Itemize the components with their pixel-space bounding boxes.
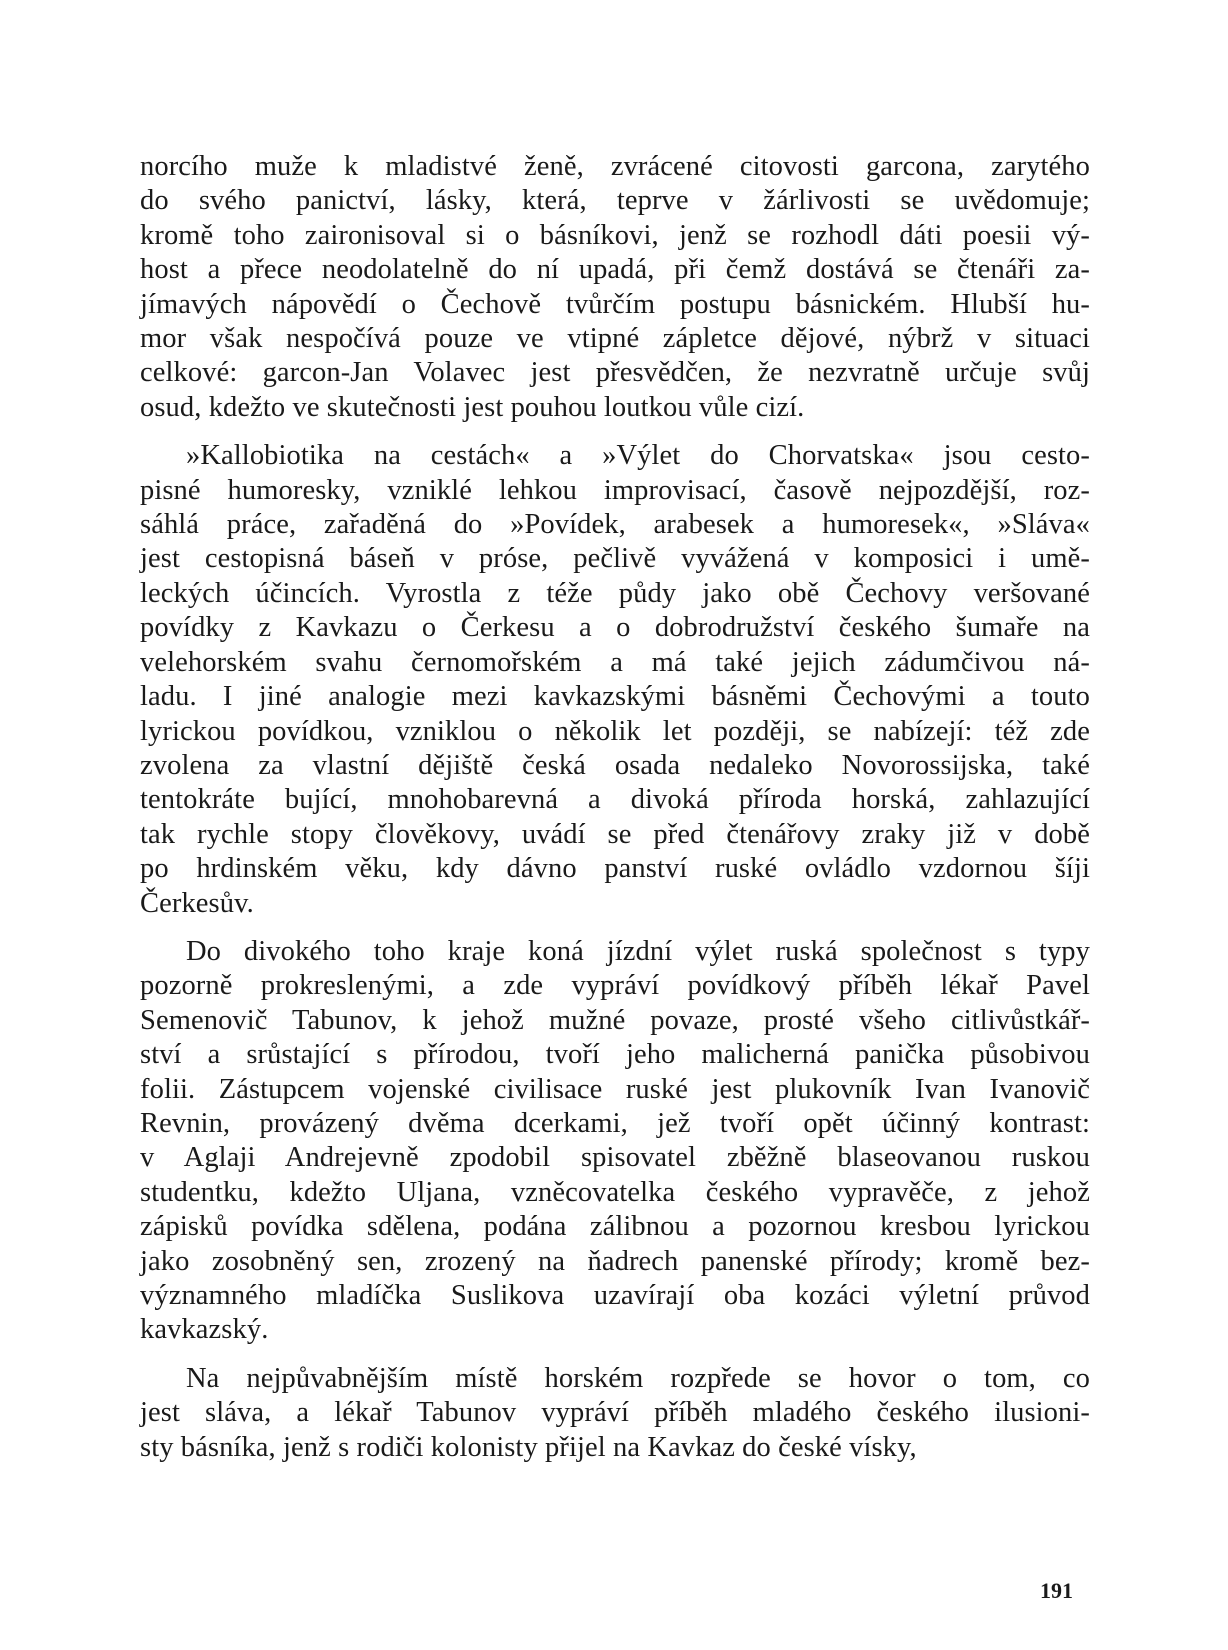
- text-line: pozorně prokreslenými, a zde vypráví povídkový příběh lékař Pavel: [140, 970, 1090, 1002]
- text-line: jako zosobněný sen, zrozený na ňadrech panenské přírody; kromě bez-: [140, 1245, 1090, 1277]
- text-line: kromě toho zaironisoval si o básníkovi, jenž se rozhodl dáti poesii vý-: [140, 219, 1090, 251]
- text-line: kavkazský.: [140, 1314, 269, 1346]
- text-line: norcího muže k mladistvé ženě, zvrácené citovosti garcona, zarytého: [140, 151, 1090, 182]
- text-line: do svého panictví, lásky, která, teprve v žárlivosti se uvědomuje;: [140, 185, 1090, 217]
- text-line: sáhlá práce, zařaděná do »Povídek, arabesek a humoresek«, »Sláva«: [140, 509, 1090, 541]
- text-line: zápisků povídka sdělena, podána zálibnou a pozornou kresbou lyrickou: [140, 1211, 1090, 1243]
- text-line: jest sláva, a lékař Tabunov vypráví příběh mladého českého ilusioni-: [140, 1397, 1090, 1429]
- page-number: 191: [1040, 1578, 1073, 1603]
- text-line: velehorském svahu černomořském a má také jejich zádumčivou ná-: [140, 646, 1090, 678]
- text-line: povídky z Kavkazu o Čerkesu a o dobrodružství českého šumaře na: [140, 612, 1090, 644]
- paragraph: [140, 1362, 1090, 1465]
- text-line: leckých účincích. Vyrostla z téže půdy jako obě Čechovy veršované: [140, 577, 1090, 609]
- text-line: folii. Zástupcem vojenské civilisace ruské jest plukovník Ivan Ivanovič: [140, 1073, 1090, 1105]
- text-line: »Kallobiotika na cestách« a »Výlet do Chorvatska« jsou cesto-: [186, 440, 1090, 472]
- text-line: Do divokého toho kraje koná jízdní výlet ruská společnost s typy: [186, 935, 1090, 967]
- text-line: lyrickou povídkou, vzniklou o několik let později, se nabízejí: též zde: [140, 715, 1090, 747]
- paragraph: [140, 150, 1090, 425]
- text-line: tentokráte bující, mnohobarevná a divoká příroda horská, zahlazující: [140, 784, 1090, 816]
- text-line: v Aglaji Andrejevně zpodobil spisovatel zběžně blaseovanou ruskou: [140, 1142, 1090, 1174]
- text-line: host a přece neodolatelně do ní upadá, při čemž dostává se čtenáři za-: [140, 254, 1090, 286]
- text-line: Revnin, provázený dvěma dcerkami, jež tvoří opět účinný kontrast:: [140, 1107, 1090, 1139]
- text-line: sty básníka, jenž s rodiči kolonisty přijel na Kavkaz do české vísky,: [140, 1431, 917, 1463]
- text-line: po hrdinském věku, kdy dávno panství ruské ovládlo vzdornou šíji: [140, 853, 1090, 885]
- text-line: studentku, kdežto Uljana, vzněcovatelka českého vypravěče, z jehož: [140, 1176, 1090, 1208]
- body-text: [140, 150, 1090, 1465]
- text-line: ství a srůstající s přírodou, tvoří jeho malicherná panička působivou: [140, 1039, 1090, 1071]
- text-line: významného mladíčka Suslikova uzavírají oba kozáci výletní průvod: [140, 1280, 1090, 1311]
- text-line: jest cestopisná báseň v próse, pečlivě vyvážená v komposici i umě-: [140, 543, 1090, 575]
- text-line: Na nejpůvabnějším místě horském rozpřede se hovor o tom, co: [186, 1362, 1090, 1394]
- text-line: Čerkesův.: [140, 887, 254, 919]
- text-line: pisné humoresky, vzniklé lehkou improvisací, časově nejpozdější, roz-: [140, 474, 1090, 506]
- text-line: ladu. I jiné analogie mezi kavkazskými básněmi Čechovými a touto: [140, 681, 1090, 713]
- text-line: mor však nespočívá pouze ve vtipné zápletce dějové, nýbrž v situaci: [140, 323, 1090, 355]
- text-line: tak rychle stopy člověkovy, uvádí se před čtenářovy zraky již v době: [140, 818, 1090, 850]
- text-line: celkové: garcon-Jan Volavec jest přesvědčen, že nezvratně určuje svůj: [140, 357, 1090, 389]
- text-line: osud, kdežto ve skutečnosti jest pouhou loutkou vůle cizí.: [140, 391, 805, 423]
- paragraph: [140, 935, 1090, 1348]
- text-line: Semenovič Tabunov, k jehož mužné povaze, prosté všeho citlivůstkář-: [140, 1004, 1090, 1036]
- text-line: zvolena za vlastní dějiště česká osada nedaleko Novorossijska, také: [140, 749, 1090, 781]
- paragraph: [140, 439, 1090, 921]
- text-line: jímavých nápovědí o Čechově tvůrčím postupu básnickém. Hlubší hu-: [140, 288, 1090, 320]
